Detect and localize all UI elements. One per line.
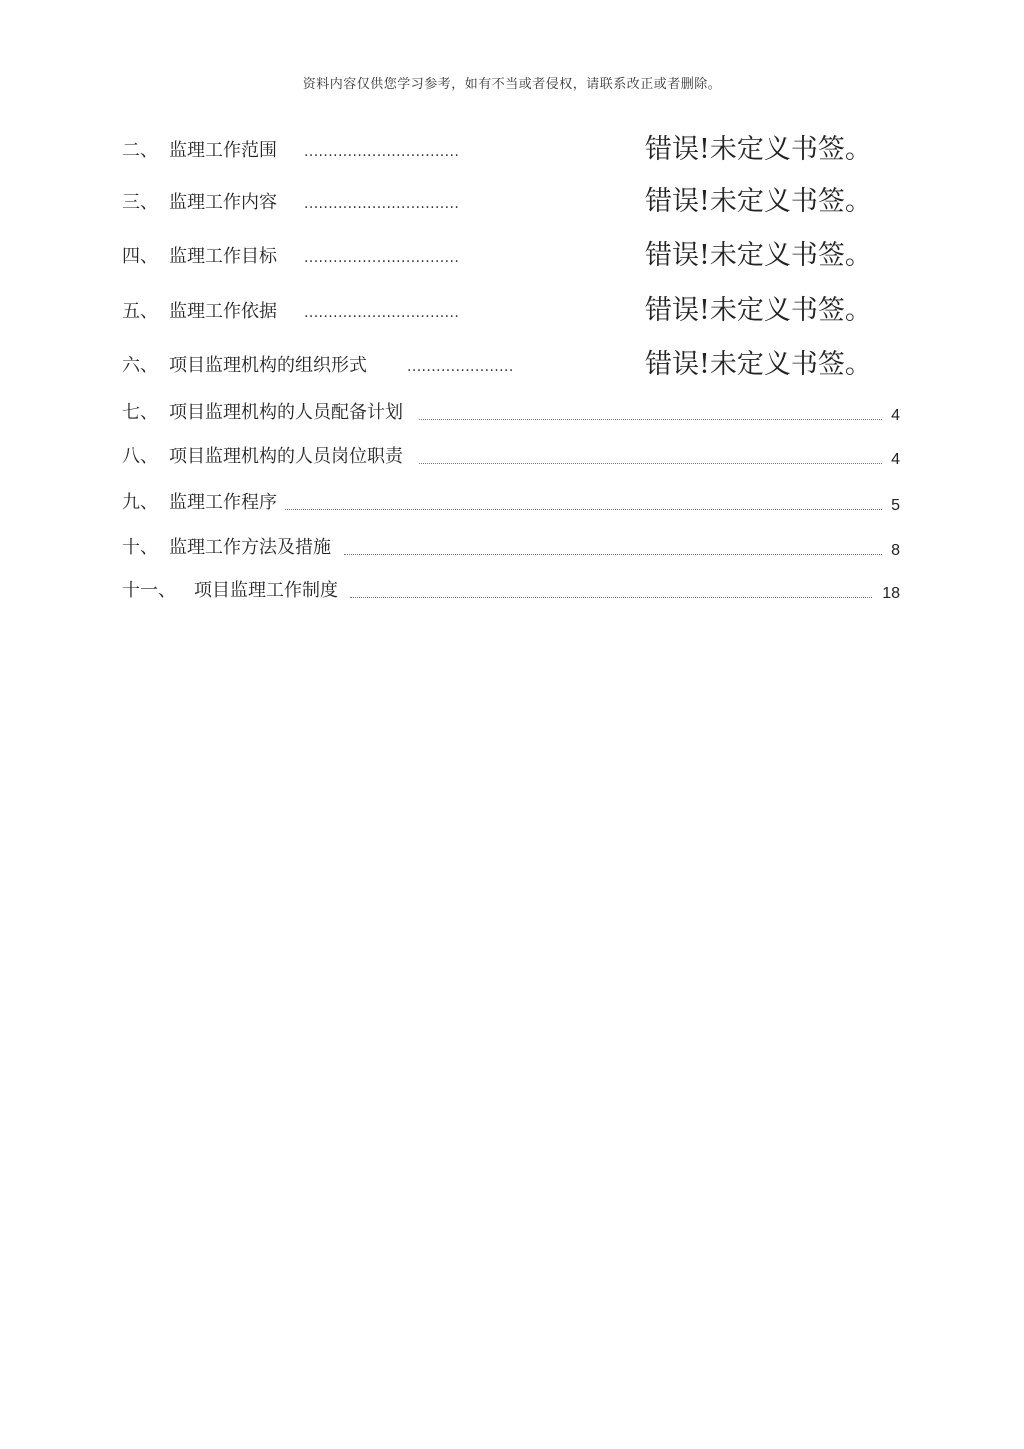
toc-entry-number: 十、 — [122, 537, 158, 558]
toc-entry-4[interactable] — [122, 242, 904, 272]
toc-entry-6[interactable] — [122, 351, 904, 381]
toc-dot-leader: ................................ — [304, 305, 460, 321]
toc-entry-title: 监理工作范围 — [169, 140, 277, 161]
toc-entry-title: 监理工作方法及措施 — [169, 537, 331, 558]
toc-entry-title: 项目监理工作制度 — [194, 580, 338, 601]
toc-page-number: 4 — [891, 451, 900, 468]
toc-entry-number: 五、 — [122, 301, 158, 322]
toc-entry-number: 六、 — [122, 355, 158, 376]
toc-entry-number: 七、 — [122, 402, 158, 423]
bookmark-error-text: 错误!未定义书签。 — [645, 186, 872, 217]
toc-entry-number: 三、 — [122, 192, 158, 213]
toc-dot-leader: ...................... — [407, 359, 514, 375]
bookmark-error-text: 错误!未定义书签。 — [645, 134, 872, 165]
toc-dot-leader: ................................ — [304, 144, 460, 160]
toc-page-number: 4 — [891, 407, 900, 424]
toc-entry-5[interactable] — [122, 297, 904, 327]
toc-entry-title: 监理工作内容 — [169, 192, 277, 213]
toc-entry-number: 十一、 — [122, 580, 176, 601]
toc-page-number: 8 — [891, 542, 900, 559]
toc-dot-leader — [350, 597, 872, 598]
bookmark-error-text: 错误!未定义书签。 — [645, 240, 872, 271]
toc-entry-9[interactable] — [122, 488, 904, 518]
toc-entry-10[interactable] — [122, 533, 904, 563]
toc-dot-leader: ................................ — [304, 250, 460, 266]
toc-page-number: 18 — [882, 585, 900, 602]
toc-entry-title: 监理工作程序 — [169, 492, 277, 513]
toc-entry-11[interactable] — [122, 576, 904, 606]
toc-dot-leader — [344, 554, 882, 555]
toc-entry-title: 项目监理机构的人员配备计划 — [169, 402, 403, 423]
toc-entry-title: 项目监理机构的组织形式 — [169, 355, 367, 376]
toc-entry-8[interactable] — [122, 442, 904, 472]
toc-dot-leader — [419, 463, 882, 464]
bookmark-error-text: 错误!未定义书签。 — [645, 349, 872, 380]
toc-entry-number: 二、 — [122, 140, 158, 161]
toc-entry-7[interactable] — [122, 398, 904, 428]
toc-entry-number: 九、 — [122, 492, 158, 513]
toc-page-number: 5 — [891, 497, 900, 514]
toc-dot-leader: ................................ — [304, 196, 460, 212]
toc-entry-title: 监理工作依据 — [169, 301, 277, 322]
bookmark-error-text: 错误!未定义书签。 — [645, 295, 872, 326]
toc-entry-title: 监理工作目标 — [169, 246, 277, 267]
toc-entry-title: 项目监理机构的人员岗位职责 — [169, 446, 403, 467]
toc-entry-number: 八、 — [122, 446, 158, 467]
toc-entry-number: 四、 — [122, 246, 158, 267]
toc-dot-leader — [419, 419, 882, 420]
toc-dot-leader — [285, 509, 882, 510]
copyright-notice: 资料内容仅供您学习参考，如有不当或者侵权，请联系改正或者删除。 — [302, 77, 722, 92]
toc-entry-2[interactable] — [122, 136, 904, 166]
toc-entry-3[interactable] — [122, 188, 904, 218]
